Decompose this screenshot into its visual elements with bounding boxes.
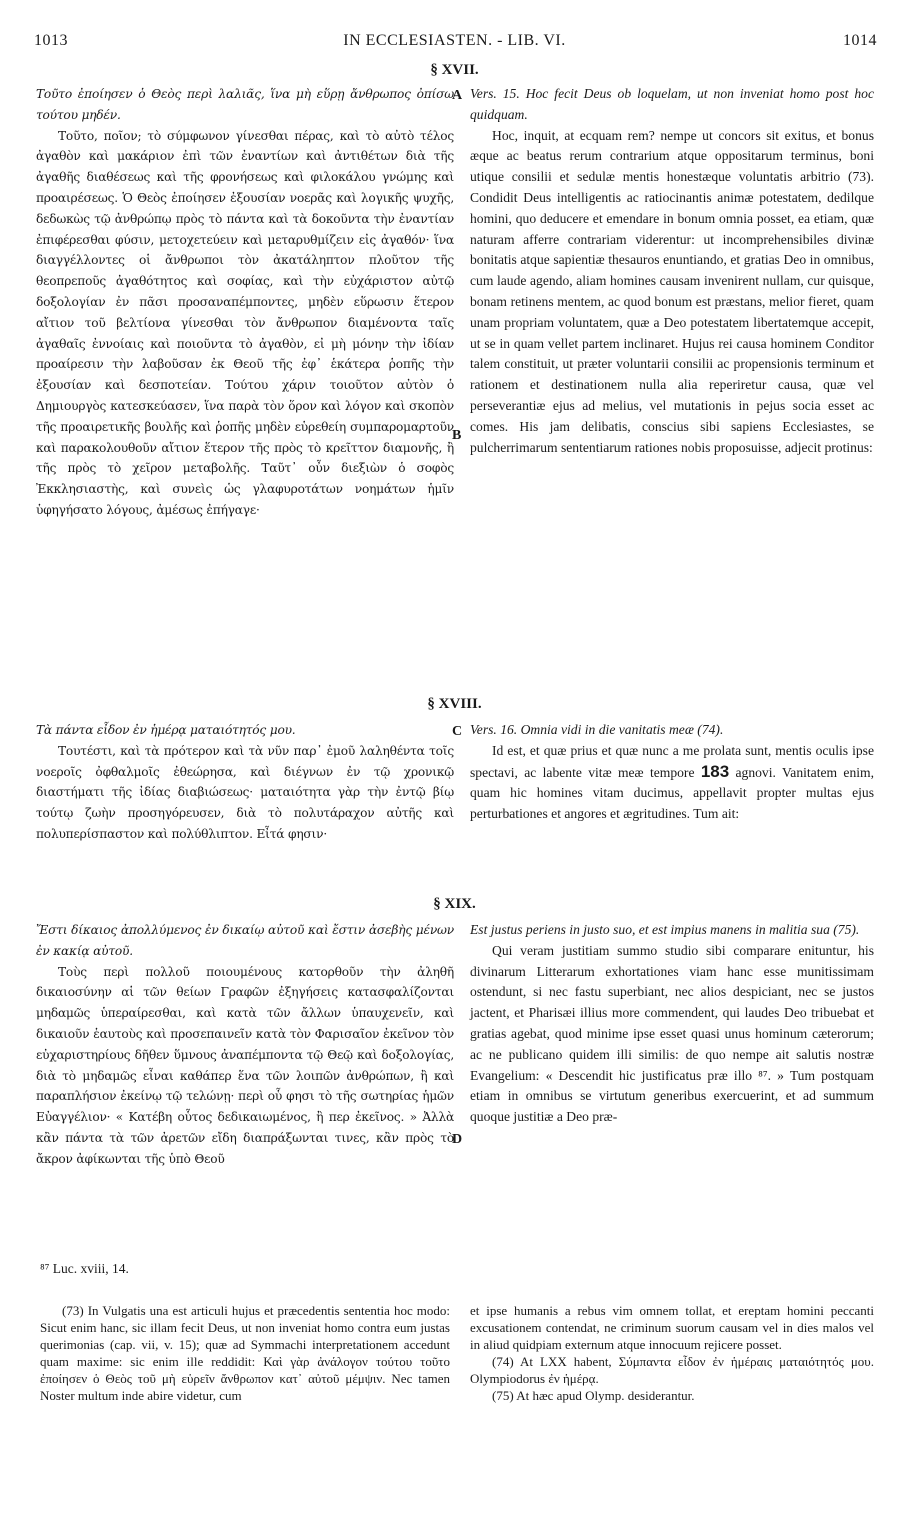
footnote-73-continued: et ipse humanis a rebus vim omnem tollat, et ereptam homini peccanti excusationem contendat, ne criminum suorum causam vel in dies malos vel in aliud quidpiam externum atque innocuum rejicere posset. [470, 1303, 874, 1352]
footnote-reference: ⁸⁷ Luc. xviii, 14. [40, 1261, 129, 1276]
latin-column-s17 [470, 84, 874, 458]
section-heading-19: § XIX. [433, 896, 476, 912]
running-title: IN ECCLESIASTEN. - LIB. VI. [343, 32, 566, 49]
greek-text-s18: Τουτέστι, καὶ τὰ πρότερον καὶ τὰ νῦν παρ᾽ ἐμοῦ λαληθέντα τοῖς νοεροῖς ὀφθαλμοῖς ἐθεώρησα, καὶ διέγνων ἐν τῷ χρονικῷ διαστήματι τῆς ἰδίας διαβιώσεως· ματαιότητα γὰρ τὴν ἐντῷ βίῳ τούτῳ ζωὴν προσηγόρευσεν, διὰ τὸ πολυτάραχον αὐτῆς καὶ πολυπερίσπαστον καὶ πολύθλιπτον. Εἶτά φησιν· [36, 743, 454, 841]
section-heading-17: § XVII. [430, 62, 479, 78]
column-number: 183 [700, 761, 730, 781]
margin-letter-c: C [452, 724, 463, 739]
margin-letter-b: B [452, 428, 462, 443]
footnotes-right [470, 1302, 874, 1404]
greek-lemma-s19: Ἔστι δίκαιος ἀπολλύμενος ἐν δικαίῳ αὐτοῦ καὶ ἔστιν ἀσεβὴς μένων ἐν κακίᾳ αὐτοῦ. [36, 923, 454, 958]
latin-text-s18 [470, 741, 874, 825]
greek-text-s17: Τοῦτο, ποῖον; τὸ σύμφωνον γίνεσθαι πέρας, καὶ τὸ αὐτὸ τέλος ἀγαθὸν καὶ μακάριον ἐπὶ τῶν ἐναντίων καὶ ἀντιθέτων διὰ τῆς ἀγαθῆς διαθέσεως καὶ τῆς φρονήσεως καὶ φιλοκάλου γνώμης καὶ προαιρέσεως. Ὁ Θεὸς ἐποίησεν ἐξουσίαν νοερᾶς καὶ λογικῆς ψυχῆς, δεδωκὼς τῷ ἀνθρώπῳ πρὸς τὸ πάντα καὶ τὰ δοκοῦντα τὴν ἐναντίαν ἐπιφέρεσθαι φύσιν, μετοχετεύειν καὶ μεταρυθμίζειν εἰς ἀγαθόν· ἵνα διαγγέλλοντες οἱ ἄνθρωποι τὸν ἀκατάληπτον πλοῦτον τῆς θεοπρεποῦς ἀγαθότητος καὶ σοφίας, καὶ τὴν εὐχάριστον αὐτῷ δοξολογίαν ἐν πᾶσι προσαναπέμποντες, μηδὲν εὕρωσιν ἕτερον αἴτιον τοῦ βελτίονα γίνεσθαι τὸν ἄνθρωπον διαμένοντα ταῖς ἀγαθαῖς ἐννοίαις καὶ ποιοῦντα τὸ ἀγαθὸν, εἰ μὴ μόνην τὴν ἰδίαν προαίρεσιν τὴν λαβοῦσαν ἐκ Θεοῦ τῆς ἐφ᾽ ἑκάτερα ῥοπῆς τὴν ἐξουσίαν καὶ δεσποτείαν. Τούτου χάριν τοιοῦτον αὐτὸν ὁ Δημιουργὸς κατεσκεύασεν, ἵνα παρὰ τὸν ὅρον καὶ λόγον καὶ σκοπὸν τῆς προαιρετικῆς βουλῆς καὶ ῥοπῆς μηδὲν εὑρεθείη συμπαρομαρτοῦν καὶ παρακολουθοῦν αἴτιον ἕτερον τῆς πρὸς τὸ κρεῖττον διαμονῆς, ἢ τῆς πρὸς τὸ χεῖρον μεταβολῆς. Ταῦτ᾽ οὖν διεξιὼν ὁ σοφὸς Ἐκκλησιαστὴς, καὶ συνεὶς ὡς γλαφυροτάτων νοημάτων ἡμῖν ὑφηγήσατο λόγους, ἀμέσως ἐπήγαγε· [36, 128, 454, 517]
page-number-left: 1013 [34, 32, 68, 49]
section-heading-18: § XVIII. [427, 696, 482, 712]
latin-text-s17: Hoc, inquit, at ecquam rem? nempe ut concors sit exitus, et bonus æque ac beatus rerum contrarium atque oppositarum terminus, boni utique consilii et sedulæ mentis honestæque voluntatis arbitrio (73). Condidit Deus intelligentis ac ratiocinantis animæ potestatem, dedilque homini, quo deducere et emendare in bonum omnia posset, ea etiam, quæ naturam afferre contrariam viderentur: ut incomprehensibiles divinæ bonitatis atque sapientiæ thesauros enuntiando, et gratias Deo in omnibus, cum laude agendo, aliam homines causam invenirent nullam, cur quisque, bonam retinens mentem, ac quod bonum est præstans, melior fieret, quam unam propriam voluntatem, quæ a Deo potestatem libertatemque accepit, ut se in quam vellet partem inclinaret. Hujus rei causa hominem Conditor talem constituit, ut præter voluntarii consilii ac propensionis terminum et rationem et destinationem nulla alia reperiretur causa, quæ vel perseverantiæ ejus ad melius, vel mutationis in pejus socia esset ac comes. His jam delibatis, conscius sibi sapiens Ecclesiastes, se pulcherrimarum sententiarum rationes nobis proposuisse, adjecit protinus: [470, 127, 874, 455]
latin-text-s19: Qui veram justitiam summo studio sibi comparare enituntur, his divinarum Litterarum exhortationes viam hanc esse munitissimam ostendunt, si nec fastu superbiant, nec alios despiciant, nec se justos jactent, et Pharisæi illius more commendent, qui laudes Deo tribuebat et gratias agebat, quod minime ipse esset quasi unus hominum cæterorum; ac ne publicano quidem illi similis: de quo nempe ait salutis nostræ Evangelium: « Descendit hic justificatus præ illo ⁸⁷. » Tum postquam etiam in omnibus se virtutum generibus exercuerint, et ad summum quoque justitiæ a Deo præ- [470, 942, 874, 1125]
margin-letter-a: A [452, 88, 463, 103]
footnotes-left [40, 1302, 450, 1404]
page-number-right: 1014 [843, 32, 877, 49]
greek-column-s17 [36, 84, 454, 521]
latin-lemma-s19: Est justus periens in justo suo, et est impius manens in malitia sua (75). [470, 922, 860, 937]
greek-text-s19: Τοὺς περὶ πολλοῦ ποιουμένους κατορθοῦν τὴν ἀληθῆ δικαιοσύνην αἱ τῶν θείων Γραφῶν ἐξηγήσεις κατασφαλίζονται μηδαμῶς ὑπεραίρεσθαι, καὶ κατὰ τῶν ἄλλων ὑπαυχενεῖν, καὶ δικαιοῦν ἑαυτοὺς καὶ προσεπαινεῖν κατὰ τὸν Φαρισαῖον ἐκεῖνον τὸν εὐχαριστηρίους δῆθεν ὕμνους ἀναπέμποντα τῷ Θεῷ καὶ δοξολογίας, διὰ τὸ μηδαμῶς εἶναι καθάπερ ἕνα τῶν λοιπῶν ἀνθρώπων, ἢ καὶ παραπλήσιον ἐκείνῳ τῷ τελώνῃ· περὶ οὗ φησι τὸ τῆς σωτηρίας ἡμῶν Εὐαγγέλιον· « Κατέβη οὗτος δεδικαιωμένος, ἢ περ ἐκεῖνος. » Ἀλλὰ κἂν πάντα τὰ τῶν ἀρετῶν εἴδη διαπράξωνται τινες, κἂν πρὸς τὸ ἄκρον ἀφίκωνται τῆς ὑπὸ Θεοῦ [36, 964, 454, 1166]
footnote-74: (74) At LXX habent, Σύμπαντα εἶδον ἐν ἡμέραις ματαιότητός μου. Olympiodorus ἐν ἡμέρᾳ. [470, 1354, 874, 1386]
greek-column-s18 [36, 720, 454, 845]
greek-column-s19 [36, 920, 454, 1170]
latin-column-s18 [470, 720, 874, 825]
latin-column-s19 [470, 920, 874, 1128]
latin-text-s18-b: agnovi. Vanitatem enim, quam hic homines vitam ducimus, appellavit propter multas ejus perturbationes et angores et ægritudines. Tum ait: [470, 764, 874, 822]
margin-letter-d: D [452, 1132, 463, 1147]
greek-lemma-s18: Τὰ πάντα εἶδον ἐν ἡμέρᾳ ματαιότητός μου. [36, 723, 296, 737]
latin-lemma-s18: Vers. 16. Omnia vidi in die vanitatis meæ (74). [470, 722, 724, 737]
latin-text-s18-a: Id est, et quæ prius et quæ nunc a me prolata sunt, mentis oculis ipse spectavi, ac labente vitæ meæ tempore [470, 742, 874, 780]
footnote-75: (75) At hæc apud Olymp. desiderantur. [492, 1388, 695, 1403]
footnote-73: (73) In Vulgatis una est articuli hujus et præcedentis sententia hoc modo: Sicut enim hanc, sic illam fecit Deus, ut non inveniat homo contra eum justas querimonias (cap. vii, v. 15); quæ ad Symmachi interpretationem accedunt quam maxime: sic enim ille reddidit: Καὶ γὰρ ἀνάλογον τούτου τοῦτο ἐποίησεν ὁ Θεὸς τοῦ μὴ εὑρεῖν ἄνθρωπον κατ᾽ αὐτοῦ μέμψιν. Nec tamen Noster multum inde abire videtur, cum [40, 1303, 450, 1403]
greek-lemma-s17: Τοῦτο ἐποίησεν ὁ Θεὸς περὶ λαλιᾶς, ἵνα μὴ εὕρῃ ἄνθρωπος ὀπίσω τούτου μηδέν. [36, 87, 454, 122]
latin-lemma-s17: Vers. 15. Hoc fecit Deus ob loquelam, ut non inveniat homo post hoc quidquam. [470, 86, 874, 122]
